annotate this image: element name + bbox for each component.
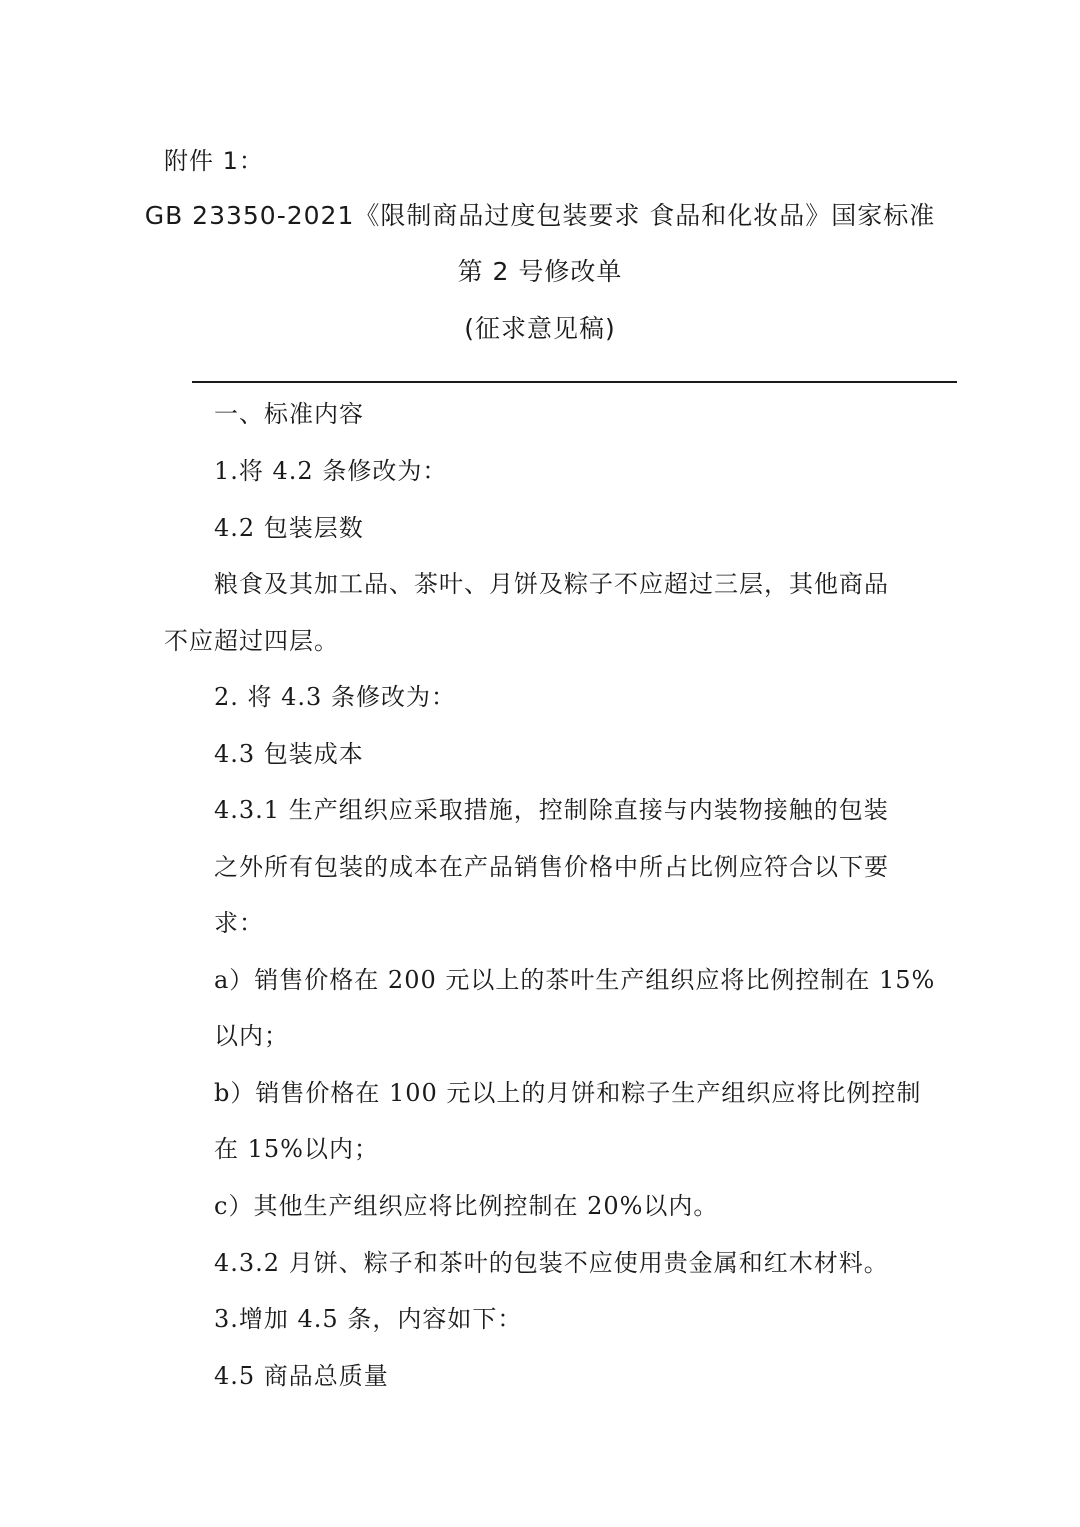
list-item-a-line1: a）销售价格在 200 元以上的茶叶生产组织应将比例控制在 15% (214, 966, 936, 994)
clause-4-3-2: 4.3.2 月饼、粽子和茶叶的包装不应使用贵金属和红木材料。 (214, 1249, 889, 1277)
document-title: GB 23350-2021《限制商品过度包装要求 食品和化妆品》国家标准 (144, 201, 936, 230)
clause-4-3-1-line3: 求： (214, 909, 264, 937)
title-divider (192, 381, 957, 383)
clause-4-2-title: 4.2 包装层数 (214, 514, 364, 542)
amendment-item-3: 3.增加 4.5 条，内容如下： (214, 1305, 523, 1333)
attachment-label: 附件 1： (164, 147, 264, 175)
list-item-b-line1: b）销售价格在 100 元以上的月饼和粽子生产组织应将比例控制 (214, 1079, 922, 1107)
list-item-a-line2: 以内； (214, 1022, 289, 1050)
clause-4-2-text-line1: 粮食及其加工品、茶叶、月饼及粽子不应超过三层，其他商品 (214, 570, 889, 598)
clause-4-2-text-line2: 不应超过四层。 (164, 627, 339, 655)
document-subtitle: 第 2 号修改单 (457, 257, 623, 286)
list-item-c: c）其他生产组织应将比例控制在 20%以内。 (214, 1192, 719, 1220)
amendment-item-1: 1.将 4.2 条修改为： (214, 457, 448, 485)
section-heading: 一、标准内容 (214, 400, 364, 428)
amendment-item-2: 2. 将 4.3 条修改为： (214, 683, 456, 711)
clause-4-3-1-line2: 之外所有包装的成本在产品销售价格中所占比例应符合以下要 (214, 853, 889, 881)
draft-label: (征求意见稿) (464, 314, 616, 343)
clause-4-3-title: 4.3 包装成本 (214, 740, 364, 768)
list-item-b-line2: 在 15%以内； (214, 1135, 379, 1163)
clause-4-5-title: 4.5 商品总质量 (214, 1362, 389, 1390)
clause-4-3-1-line1: 4.3.1 生产组织应采取措施，控制除直接与内装物接触的包装 (214, 796, 889, 824)
